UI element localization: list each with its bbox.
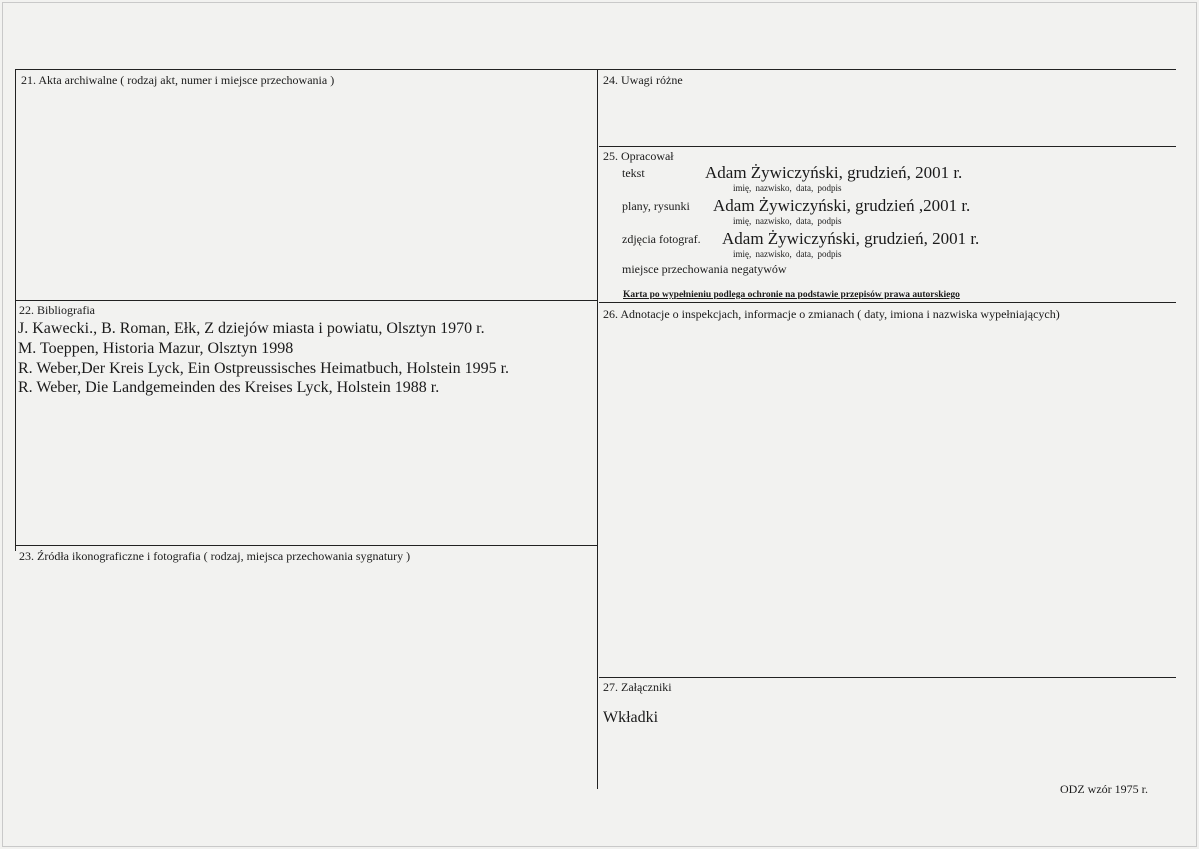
left-column-edge <box>15 69 16 551</box>
negatives-label: miejsce przechowania negatywów <box>622 262 787 276</box>
bibliography-entry: R. Weber,Der Kreis Lyck, Ein Ostpreussisches Heimatbuch, Holstein 1995 r. <box>18 360 510 377</box>
caption-text: imię, nazwisko, data, podpis <box>733 183 842 193</box>
section25-label: 25. Opracował <box>603 149 674 163</box>
section24-label: 24. Uwagi różne <box>603 73 683 87</box>
role-photos: zdjęcia fotograf. <box>622 232 701 246</box>
bibliography-entry: M. Toeppen, Historia Mazur, Olsztyn 1998 <box>18 340 294 357</box>
role-plans: plany, rysunki <box>622 199 690 213</box>
form-id: ODZ wzór 1975 r. <box>1060 782 1148 796</box>
rule-22-23 <box>15 545 597 546</box>
section27-label: 27. Załączniki <box>603 680 672 694</box>
section21-label: 21. Akta archiwalne ( rodzaj akt, numer i miejsce przechowania ) <box>21 73 335 87</box>
card-border <box>2 2 1197 847</box>
bibliography-entry: J. Kawecki., B. Roman, Ełk, Z dziejów miasta i powiatu, Olsztyn 1970 r. <box>18 320 485 337</box>
section23-label: 23. Źródła ikonograficzne i fotografia ( rodzaj, miejsca przechowania sygnatury ) <box>19 549 411 563</box>
top-rule <box>15 69 1176 70</box>
rule-24-25 <box>599 146 1176 147</box>
role-text: tekst <box>622 166 645 180</box>
column-divider <box>597 69 598 789</box>
rule-26-27 <box>599 677 1176 678</box>
bibliography-entry: R. Weber, Die Landgemeinden des Kreises Lyck, Holstein 1988 r. <box>18 379 440 396</box>
section22-label: 22. Bibliografia <box>19 303 95 317</box>
author-plans: Adam Żywiczyński, grudzień ,2001 r. <box>713 196 971 215</box>
caption-plans: imię, nazwisko, data, podpis <box>733 216 842 226</box>
author-text: Adam Żywiczyński, grudzień, 2001 r. <box>705 163 963 182</box>
rule-25-26 <box>599 302 1176 303</box>
caption-photos: imię, nazwisko, data, podpis <box>733 249 842 259</box>
rule-21-22 <box>15 300 597 301</box>
attachments-value: Wkładki <box>603 709 659 726</box>
section26-label: 26. Adnotacje o inspekcjach, informacje o zmianach ( daty, imiona i nazwiska wypełniających) <box>603 307 1060 321</box>
copyright-note: Karta po wypełnieniu podlega ochronie na podstawie przepisów prawa autorskiego <box>623 290 960 300</box>
author-photos: Adam Żywiczyński, grudzień, 2001 r. <box>722 229 980 248</box>
